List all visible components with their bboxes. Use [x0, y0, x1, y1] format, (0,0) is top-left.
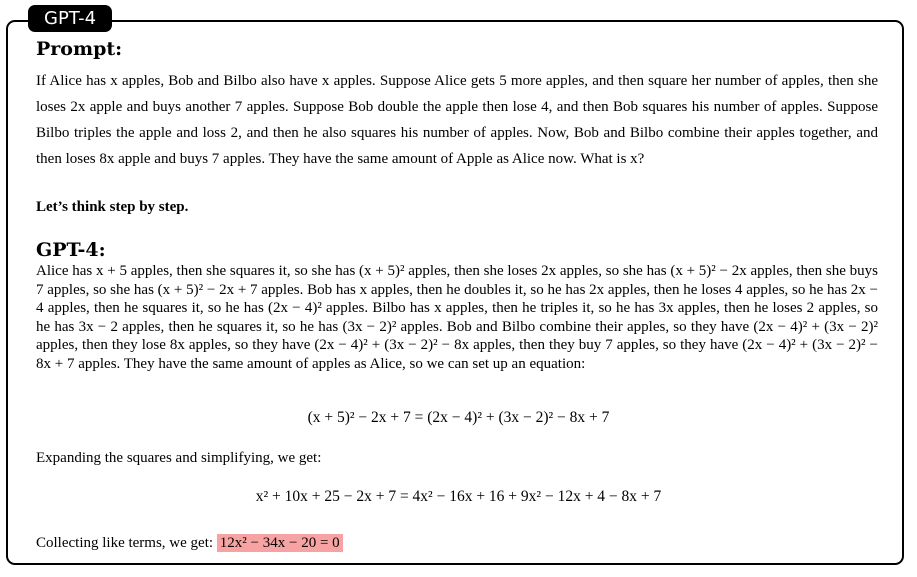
model-tag: GPT-4	[28, 5, 112, 32]
collect-line	[36, 535, 343, 552]
equation-1: (x + 5)² − 2x + 7 = (2x − 4)² + (3x − 2)² − 8x + 7	[307, 409, 610, 426]
expand-text: Expanding the squares and simplifying, we get:	[36, 450, 322, 466]
collect-text: Collecting like terms, we get:	[36, 535, 214, 551]
final-equation-highlight: 12x² − 34x − 20 = 0	[217, 534, 343, 552]
prompt-cue: Let’s think step by step.	[36, 199, 189, 215]
response-heading: GPT-4:	[36, 239, 106, 261]
equation-2: x² + 10x + 25 − 2x + 7 = 4x² − 16x + 16 + 9x² − 12x + 4 − 8x + 7	[255, 488, 662, 505]
response-text: Alice has x + 5 apples, then she squares it, so she has (x + 5)² apples, then she loses 2x apples, so she has (x + 5)² − 2x apples, then she buys 7 apples, so she has (x + 5)² − 2x + 7 apples. Bob has x apples, then he doubles it, so he has 2x apples, then he loses 4 apples, so he has 2x − 4 apples, then he squares it, so he has (2x − 4)² apples. Bilbo has x apples, then he triples it, so he has 3x apples, then he loses 2 apples, so he has 3x − 2 apples, then he squares it, so he has (3x − 2)² apples. Bob and Bilbo combine their apples, so they have (2x − 4)² + (3x − 2)² apples, then they lose 8x apples, so they have (2x − 4)² + (3x − 2)² − 8x apples, then they buy 7 apples, so they have (2x − 4)² + (3x − 2)² − 8x + 7 apples. They have the same amount of apples as Alice, so we can set up an equation:	[36, 263, 878, 372]
prompt-text: If Alice has x apples, Bob and Bilbo also have x apples. Suppose Alice gets 5 more apples, and then square her number of apples, then she loses 2x apple and buys another 7 apples. Suppose Bob double the apple then lose 4, and then Bob squares his number of apples. Suppose Bilbo triples the apple and loss 2, and then he also squares his number of apples. Now, Bob and Bilbo combine their apples together, and then loses 8x apple and buys 7 apples. They have the same amount of Apple as Alice now. What is x?	[36, 73, 878, 167]
prompt-heading: Prompt:	[36, 38, 123, 60]
